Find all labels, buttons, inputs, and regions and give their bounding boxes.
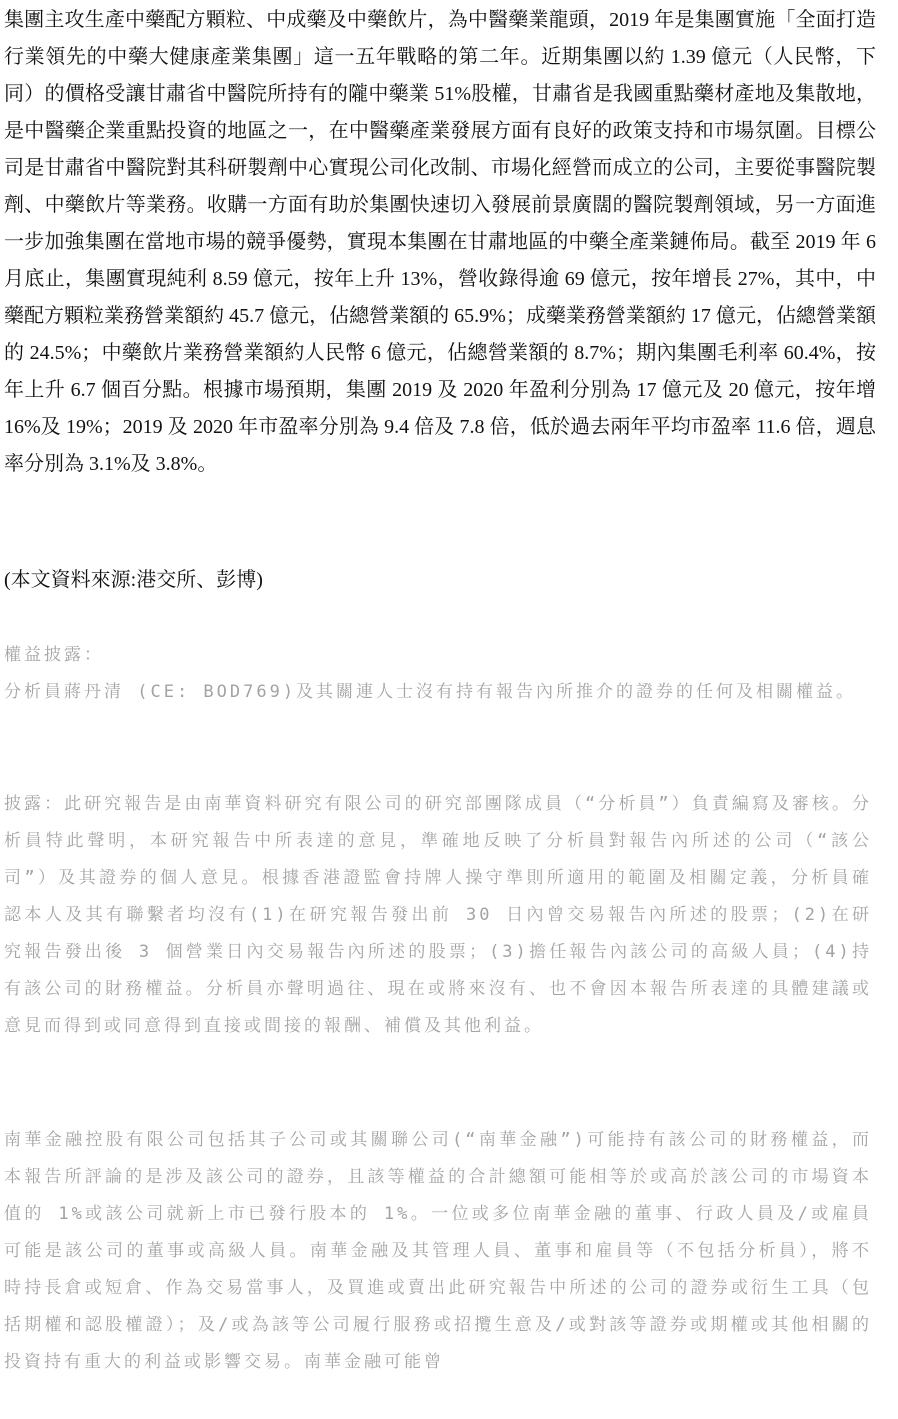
- analyst-interest-statement: 分析員蔣丹清 (CE: BOD769)及其關連人士沒有持有報告內所推介的證券的任何及相關權益。: [4, 682, 857, 702]
- interest-disclosure-heading: 權益披露：: [4, 645, 104, 665]
- company-analysis-paragraph: 集團主攻生產中藥配方顆粒、中成藥及中藥飲片，為中醫藥業龍頭，2019 年是集團實施「全面打造行業領先的中藥大健康產業集團」這一五年戰略的第二年。近期集團以約 1.39 億元（人民幣，下同）的價格受讓甘肅省中醫院所持有的隴中藥業 51%股權，甘肅省是我國重點藥材產地及集散地，是中醫藥企業重點投資的地區之一，在中醫藥產業發展方面有良好的政策支持和市場氛圍。目標公司是甘肅省中醫院對其科研製劑中心實現公司化改制、市場化經營而成立的公司，主要從事醫院製劑、中藥飲片等業務。收購一方面有助於集團快速切入發展前景廣闊的醫院製劑領域，另一方面進一步加強集團在當地市場的競爭優勢，實現本集團在甘肅地區的中藥全產業鏈佈局。截至 2019 年 6 月底止，集團實現純利 8.59 億元，按年上升 13%，營收錄得逾 69 億元，按年增長 27%，其中，中藥配方顆粒業務營業額約 45.7 億元，佔總營業額的 65.9%；成藥業務營業額約 17 億元，佔總營業額的 24.5%；中藥飲片業務營業額約人民幣 6 億元，佔總營業額的 8.7%；期內集團毛利率 60.4%，按年上升 6.7 個百分點。根據市場預期，集團 2019 及 2020 年盈利分別為 17 億元及 20 億元，按年增 16%及 19%；2019 及 2020 年市盈率分別為 9.4 倍及 7.8 倍，低於過去兩年平均市盈率 11.6 倍，週息率分別為 3.1%及 3.8%。: [4, 9, 876, 475]
- research-disclosure-paragraph: 披露：此研究報告是由南華資料研究有限公司的研究部團隊成員（“分析員”）負責編寫及審核。分析員特此聲明，本研究報告中所表達的意見，準確地反映了分析員對報告內所述的公司（“該公司”）及其證券的個人意見。根據香港證監會持牌人操守準則所適用的範圍及相關定義，分析員確認本人及其有聯繫者均沒有(1)在研究報告發出前 30 日內曾交易報告內所述的股票；(2)在研究報告發出後 3 個營業日內交易報告內所述的股票；(3)擔任報告內該公司的高級人員；(4)持有該公司的財務權益。分析員亦聲明過往、現在或將來沒有、也不會因本報告所表達的具體建議或意見而得到或同意得到直接或間接的報酬、補償及其他利益。: [4, 794, 872, 1036]
- source-note: (本文資料來源:港交所、彭博): [4, 569, 263, 591]
- company-interest-disclosure-paragraph: 南華金融控股有限公司包括其子公司或其關聯公司(“南華金融”)可能持有該公司的財務權益，而本報告所評論的是涉及該公司的證券，且該等權益的合計總額可能相等於或高於該公司的市場資本值的 1%或該公司就新上市已發行股本的 1%。一位或多位南華金融的董事、行政人員及/或雇員可能是該公司的董事或高級人員。南華金融及其管理人員、董事和雇員等（不包括分析員），將不時持長倉或短倉、作為交易當事人，及買進或賣出此研究報告中所述的公司的證券或衍生工具（包括期權和認股權證）；及/或為該等公司履行服務或招攬生意及/或對該等證券或期權或其他相關的投資持有重大的利益或影響交易。南華金融可能曾: [4, 1130, 872, 1372]
